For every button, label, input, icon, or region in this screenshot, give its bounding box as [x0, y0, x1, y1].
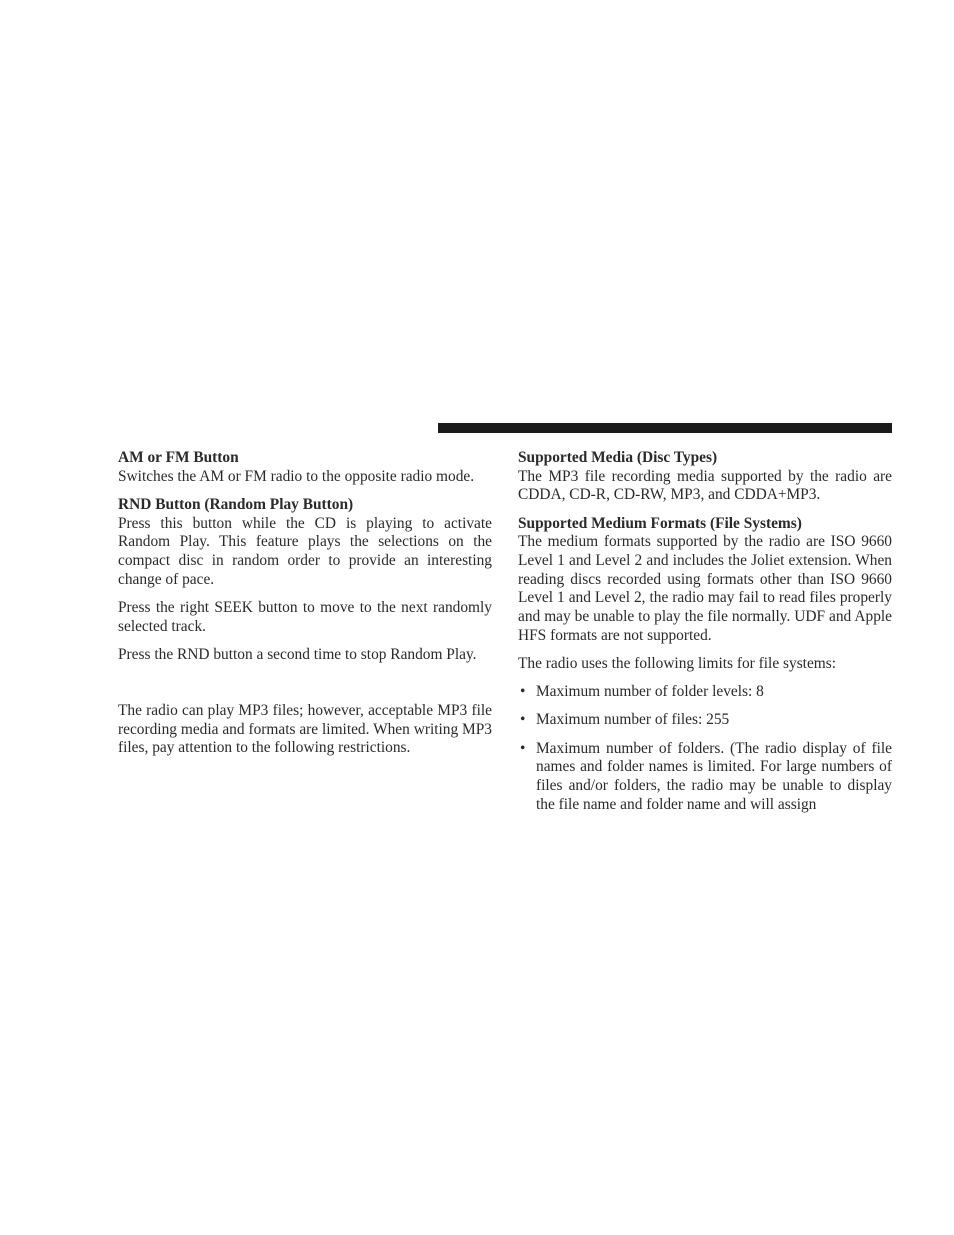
list-item	[518, 711, 892, 730]
rnd-paragraph-2: Press the right SEEK button to move to the next randomly selected track.	[118, 598, 492, 635]
bullet-icon: •	[520, 739, 526, 757]
section-spacer	[118, 674, 492, 702]
right-column	[518, 449, 892, 824]
left-column	[118, 449, 492, 768]
list-item-text: Maximum number of folders. (The radio display of file names and folder names is limited. For large numbers of files and/or folders, the radio may be unable to display the file name and folder name and will assign	[536, 739, 892, 813]
rnd-paragraph-3: Press the RND button a second time to stop Random Play.	[118, 645, 477, 663]
list-item-text: Maximum number of files: 255	[536, 711, 730, 729]
section-rule	[438, 423, 892, 433]
list-item-text: Maximum number of folder levels: 8	[536, 683, 764, 701]
am-fm-heading: AM or FM Button	[118, 449, 239, 466]
media-text: The MP3 file recording media supported by the radio are CDDA, CD-R, CD-RW, MP3, and CDDA+MP3.	[518, 467, 892, 504]
limits-intro: The radio uses the following limits for file systems:	[518, 655, 837, 673]
formats-text: The medium formats supported by the radio are ISO 9660 Level 1 and Level 2 and includes the Joliet extension. When reading discs recorded using formats other than ISO 9660 Level 1 and Level 2, the radio may fail to read files properly and may be unable to play the file normally. UDF and Apple HFS formats are not supported.	[518, 533, 892, 644]
bullet-icon: •	[520, 683, 526, 701]
mp3-intro-paragraph: The radio can play MP3 files; however, acceptable MP3 file recording media and formats are limited. When writing MP3 files, pay attention to the following restrictions.	[118, 702, 492, 757]
media-heading: Supported Media (Disc Types)	[518, 449, 718, 466]
bullet-icon: •	[520, 711, 526, 729]
list-item	[518, 740, 892, 815]
am-fm-text: Switches the AM or FM radio to the opposite radio mode.	[118, 467, 475, 485]
list-item	[518, 683, 892, 702]
limits-list	[518, 683, 892, 814]
formats-heading: Supported Medium Formats (File Systems)	[518, 514, 802, 532]
rnd-paragraph-1: Press this button while the CD is playing to activate Random Play. This feature plays the selections on the compact disc in random order to provide an interesting change of pace.	[118, 514, 492, 588]
rnd-heading: RND Button (Random Play Button)	[118, 495, 354, 513]
